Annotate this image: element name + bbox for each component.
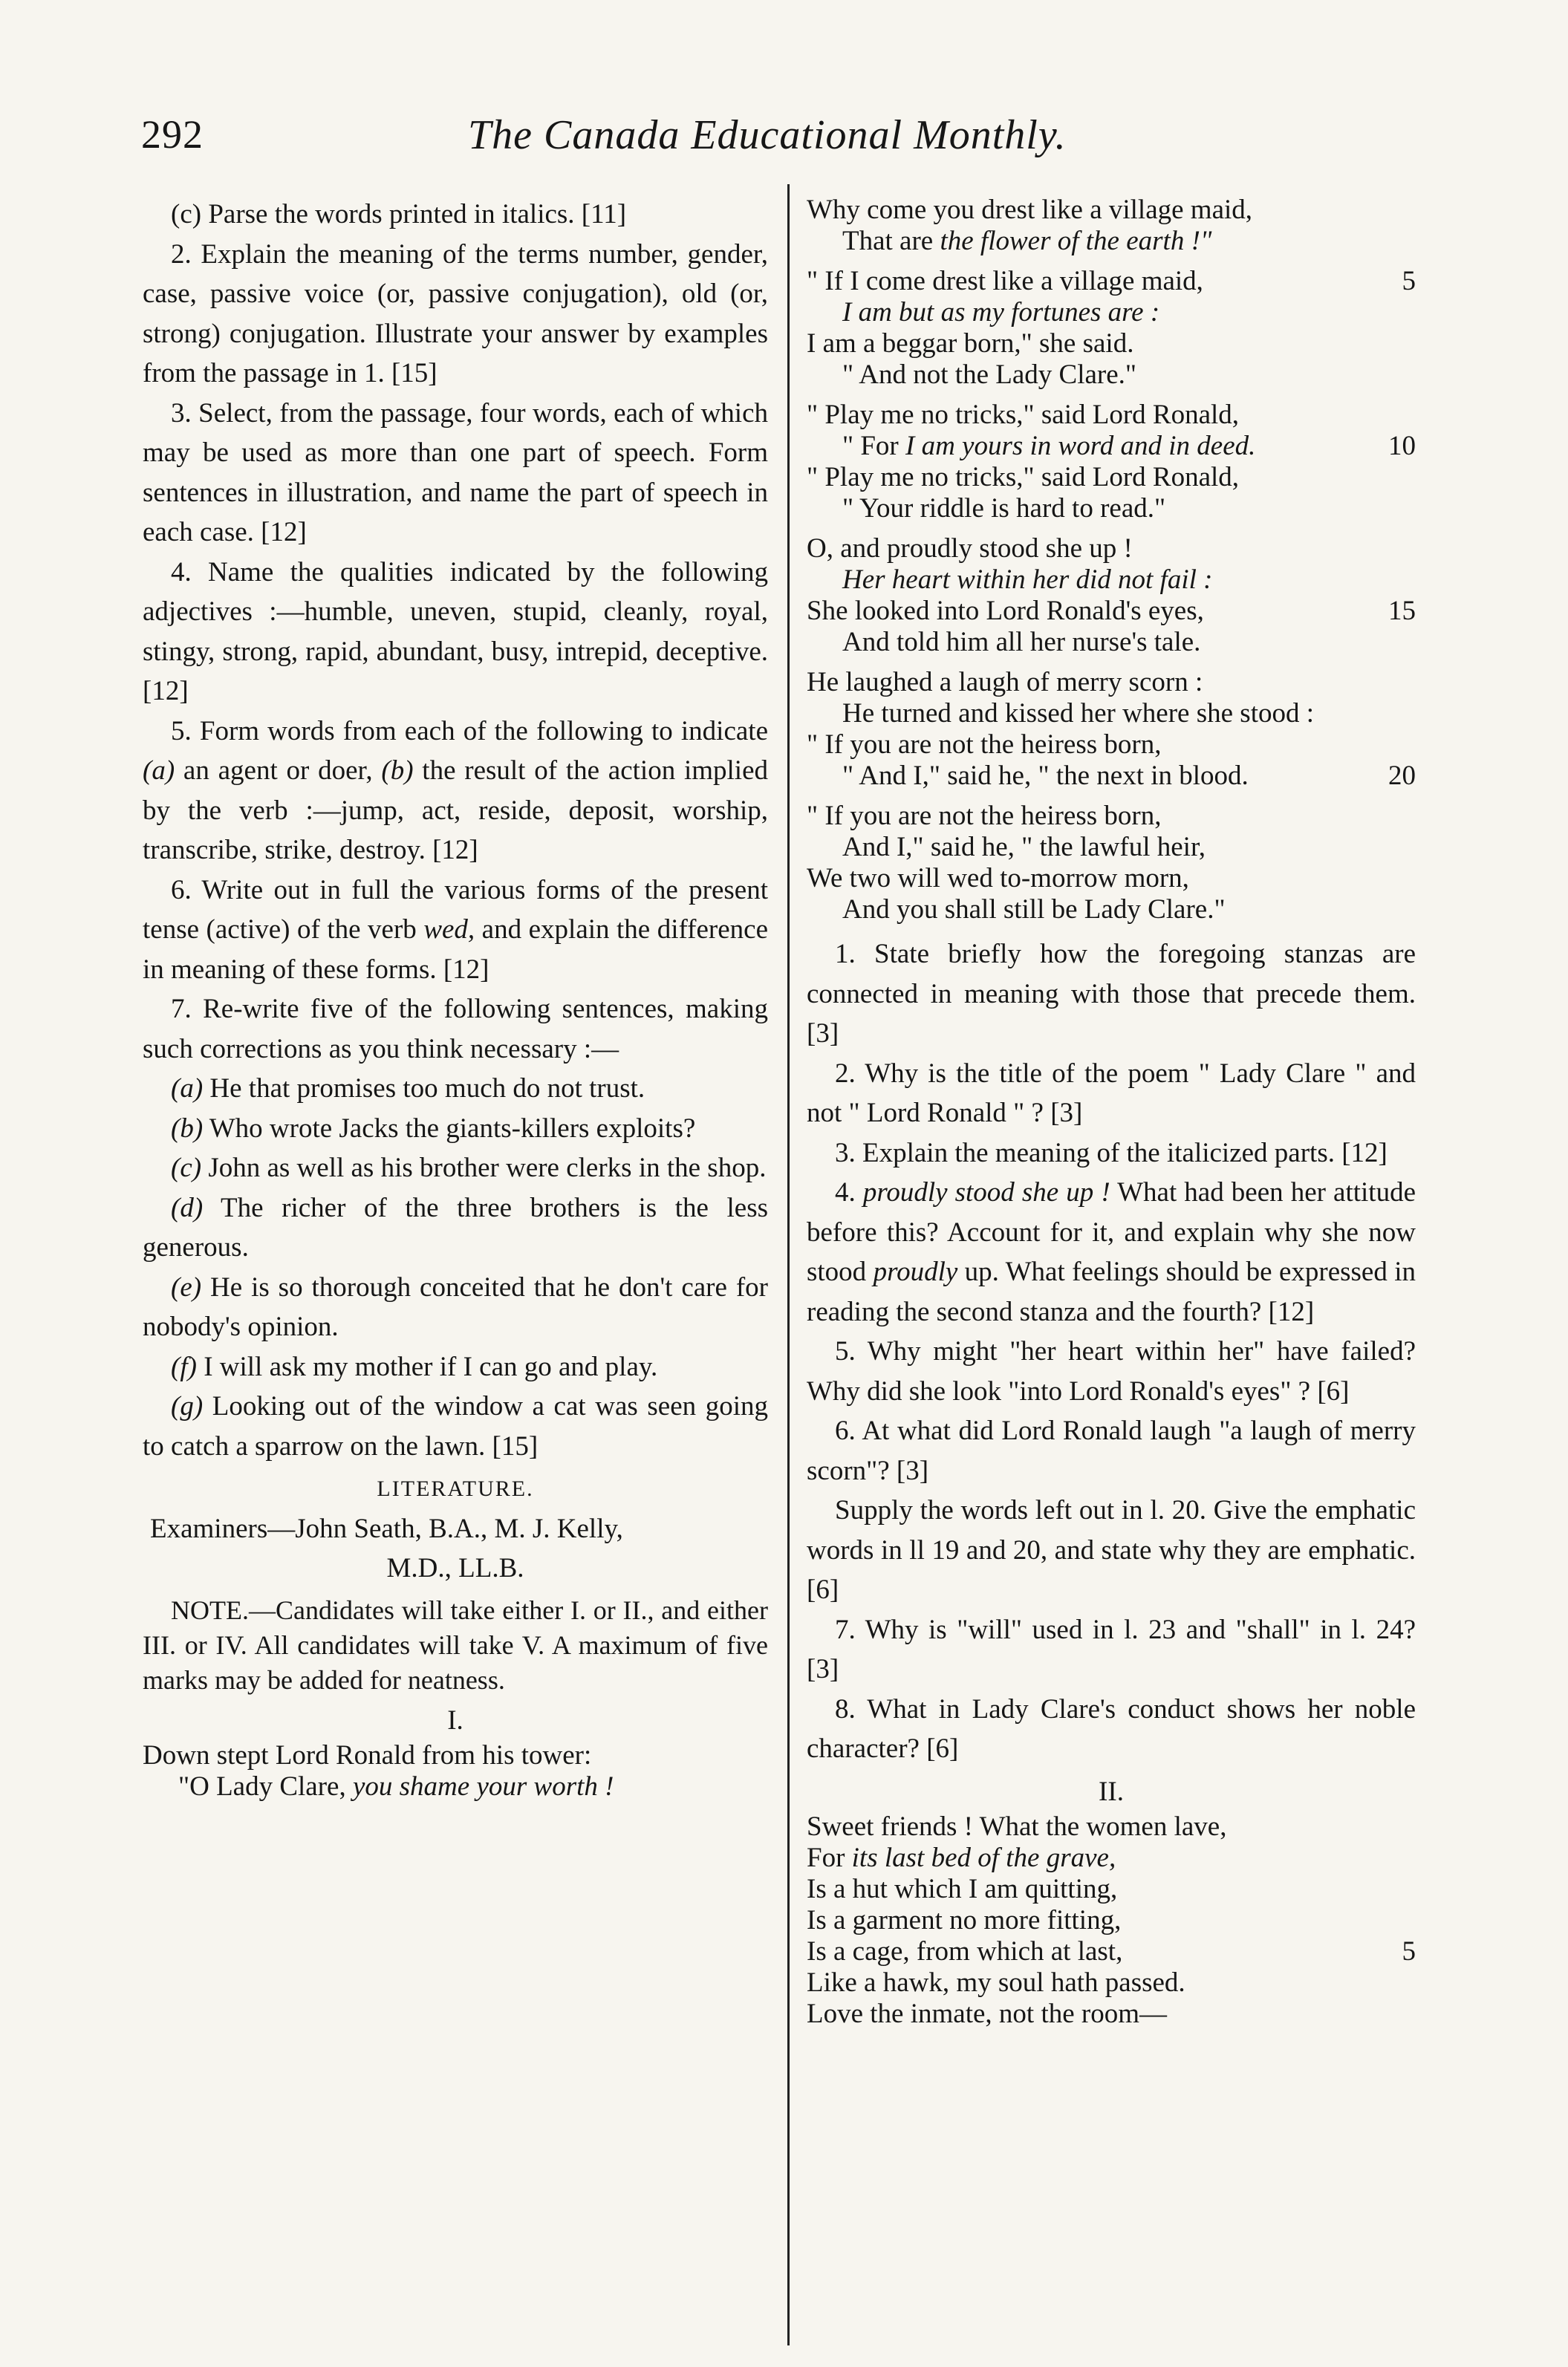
verse-line: For its last bed of the grave, — [807, 1843, 1116, 1873]
question-7: 7. Re-write five of the following sentences, making such corrections as you think necessary :— — [143, 994, 768, 1064]
candidates-note: NOTE.—Candidates will take either I. or II., and either III. or IV. All candidates will take V. A maximum of five marks may be added for neatness. — [143, 1595, 768, 1695]
running-title: The Canada Educational Monthly. — [468, 112, 1067, 158]
question-6: 6. Write out in full the various forms of the present tense (active) of the verb wed, and explain the difference in meaning of these forms. [12] — [143, 874, 769, 985]
poem-opening — [143, 1740, 768, 1803]
verse-line: We two will wed to-morrow morn, — [807, 863, 1189, 893]
verse-line: Sweet friends ! What the women lave, — [807, 1811, 1227, 1842]
verse-line: Is a garment no more fitting, — [807, 1905, 1122, 1935]
stanza — [807, 195, 1416, 257]
verse-line: Is a hut which I am quitting, — [807, 1874, 1118, 1904]
page-header — [141, 111, 1404, 171]
question-5: 5. Form words from each of the following to indicate (a) an agent or doer, (b) the result of the action implied by the verb :—jump, act, reside, deposit, worship, transcribe, strike, destroy. [12] — [143, 715, 768, 865]
verse-line: Her heart within her did not fail : — [842, 564, 1213, 595]
verse-line: " Your riddle is hard to read." — [842, 493, 1166, 524]
verse-line: And you shall still be Lady Clare." — [842, 894, 1226, 925]
verse-line: " For I am yours in word and in deed. 10 — [842, 431, 1416, 461]
question-1c: (c) Parse the words printed in italics. [11] — [171, 199, 627, 229]
stanza — [807, 266, 1416, 391]
column-divider — [787, 184, 790, 2345]
verse-line: O, and proudly stood she up ! — [807, 533, 1133, 564]
sentence-item: (d) The richer of the three brothers is the less generous. — [143, 1192, 768, 1263]
verse-line: "O Lady Clare, you shame your worth ! — [178, 1771, 614, 1802]
section-two-heading: II. — [1099, 1776, 1124, 1807]
stanza — [807, 400, 1416, 524]
sentence-item: (g) Looking out of the window a cat was seen going to catch a sparrow on the lawn. [15] — [143, 1391, 768, 1462]
verse-line: Why come you drest like a village maid, — [807, 195, 1253, 225]
verse-line: And I," said he, " the lawful heir, — [842, 832, 1206, 862]
lit-question-3: 3. Explain the meaning of the italicized parts. [12] — [835, 1137, 1388, 1168]
lit-question-4: 4. proudly stood she up ! What had been her attitude before this? Account for it, and explain why she now stood proudly up. What feelings should be expressed in reading the second stanza and the fourth? [12] — [807, 1177, 1416, 1327]
lit-question-6: 6. At what did Lord Ronald laugh "a laugh of merry scorn"? [3] — [807, 1416, 1416, 1486]
question-4: 4. Name the qualities indicated by the following adjectives :—humble, uneven, stupid, cleanly, royal, stingy, strong, rapid, abundant, busy, intrepid, deceptive. [12] — [143, 556, 768, 706]
lit-question-6b: Supply the words left out in l. 20. Give the emphatic words in ll 19 and 20, and state why they are emphatic. [6] — [807, 1495, 1416, 1605]
verse-line: Is a cage, from which at last, 5 — [807, 1936, 1416, 1967]
line-number: 20 — [1388, 761, 1416, 791]
stanza — [807, 533, 1416, 658]
examiners-line-2: M.D., LL.B. — [386, 1553, 524, 1583]
lit-question-1: 1. State briefly how the foregoing stanzas are connected in meaning with those that precede them. [3] — [807, 939, 1416, 1049]
lit-question-5: 5. Why might "her heart within her" have failed? Why did she look "into Lord Ronald's eyes" ? [6] — [807, 1336, 1416, 1407]
sentence-list — [143, 1069, 768, 1466]
lit-question-8: 8. What in Lady Clare's conduct shows her noble character? [6] — [807, 1693, 1416, 1764]
section-one-heading: I. — [447, 1705, 463, 1736]
verse-line: I am but as my fortunes are : — [842, 297, 1160, 328]
verse-line: " And I," said he, " the next in blood. 20 — [842, 761, 1416, 791]
stanza — [807, 801, 1416, 925]
sentence-item: (a) He that promises too much do not trust. — [171, 1073, 645, 1104]
verse-line: And told him all her nurse's tale. — [842, 627, 1201, 657]
page-number: 292 — [141, 112, 204, 157]
line-number: 15 — [1388, 596, 1416, 626]
lit-question-7: 7. Why is "will" used in l. 23 and "shall" in l. 24? [3] — [807, 1614, 1416, 1684]
line-number: 5 — [1402, 266, 1416, 296]
verse-line: Love the inmate, not the room— — [807, 1999, 1167, 2029]
sentence-item: (f) I will ask my mother if I can go and play. — [171, 1351, 658, 1382]
question-3: 3. Select, from the passage, four words, each of which may be used as more than one part of speech. Form sentences in illustration, and name the part of speech in each case. [12] — [143, 397, 768, 547]
sentence-item: (c) John as well as his brother were clerks in the shop. — [171, 1153, 767, 1183]
verse-line: He laughed a laugh of merry scorn : — [807, 667, 1203, 697]
verse-line: He turned and kissed her where she stood : — [842, 698, 1314, 729]
line-number: 10 — [1388, 431, 1416, 461]
stanza — [807, 667, 1416, 792]
lady-clare-stanzas — [807, 195, 1416, 925]
verse-line: Like a hawk, my soul hath passed. — [807, 1967, 1185, 1998]
lit-question-2: 2. Why is the title of the poem " Lady Clare " and not " Lord Ronald " ? [3] — [807, 1058, 1416, 1128]
sentence-item: (e) He is so thorough conceited that he don't care for nobody's opinion. — [143, 1272, 768, 1342]
examiners-line-1: Examiners—John Seath, B.A., M. J. Kelly, — [150, 1513, 623, 1544]
line-number: 5 — [1402, 1936, 1416, 1967]
verse-line: " And not the Lady Clare." — [842, 359, 1137, 390]
sentence-item: (b) Who wrote Jacks the giants-killers exploits? — [171, 1113, 696, 1144]
literature-heading: LITERATURE. — [377, 1476, 534, 1501]
right-column — [807, 195, 1416, 2030]
question-2: 2. Explain the meaning of the terms number, gender, case, passive voice (or, passive conjugation), old (or, strong) conjugation. Illustrate your answer by examples from the passage in 1. [15] — [143, 238, 768, 388]
left-column — [143, 195, 768, 1803]
verse-line: I am a beggar born," she said. — [807, 328, 1134, 359]
verse-line: She looked into Lord Ronald's eyes, 15 — [807, 596, 1416, 626]
verse-line: " Play me no tricks," said Lord Ronald, — [807, 400, 1240, 430]
verse-line: " Play me no tricks," said Lord Ronald, — [807, 462, 1240, 492]
verse-line: " If you are not the heiress born, — [807, 801, 1162, 831]
verse-line: Down stept Lord Ronald from his tower: — [143, 1740, 592, 1771]
poem-two — [807, 1811, 1416, 2030]
verse-line: " If you are not the heiress born, — [807, 729, 1162, 760]
verse-line: That are the flower of the earth !" — [842, 226, 1212, 256]
verse-line: " If I come drest like a village maid, 5 — [807, 266, 1416, 296]
